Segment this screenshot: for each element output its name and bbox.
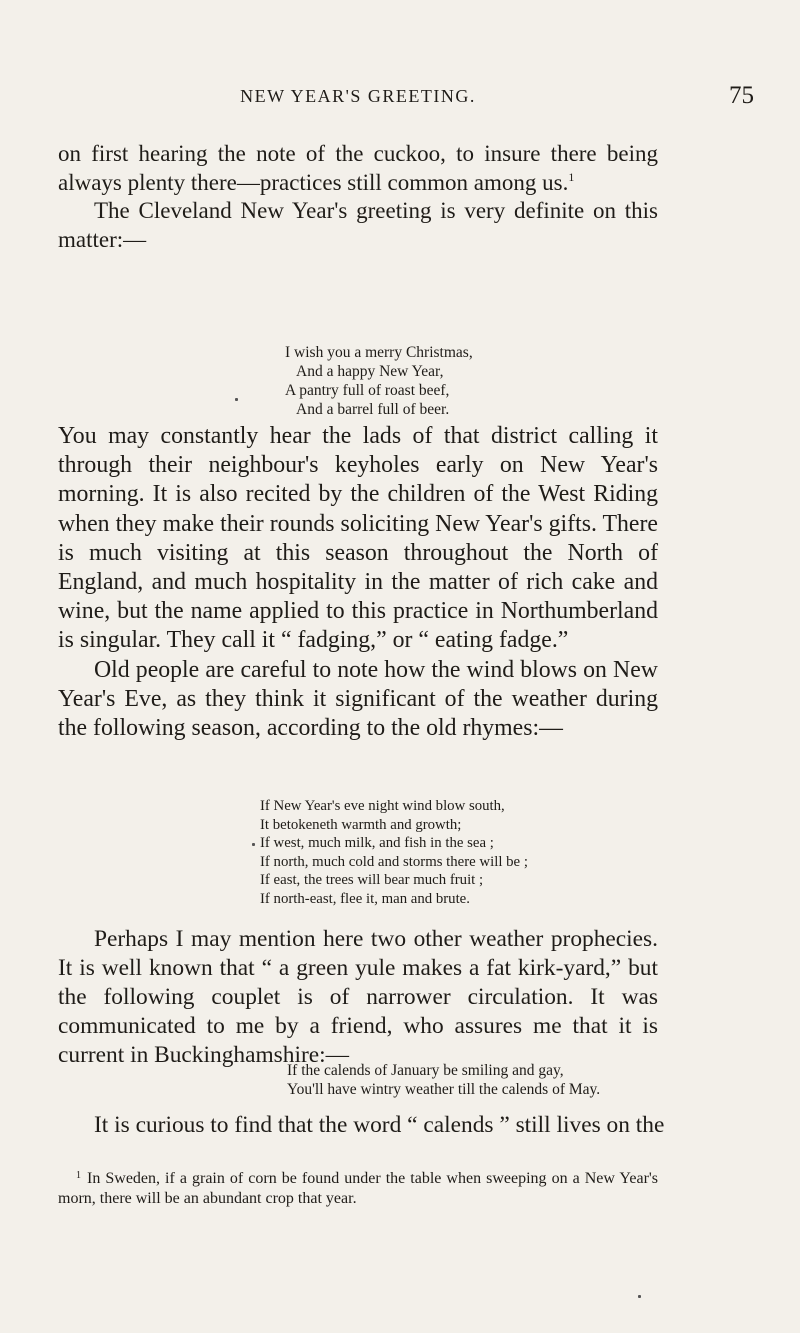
verse-line: And a happy New Year, xyxy=(296,363,444,380)
verse-line: You'll have wintry weather till the calends of May. xyxy=(287,1081,601,1098)
page-number: 75 xyxy=(729,82,754,109)
verse-line: I wish you a merry Christmas, xyxy=(285,344,473,361)
verse-line: If the calends of January be smiling and gay, xyxy=(287,1062,564,1079)
paragraph-5-text: Perhaps I may mention here two other weather prophecies. It is well known that “ a green yule makes a fat kirk-yard,” but the following couplet is of narrower circulation. It was communicated to me by a friend, who assures me that it is current in Buckinghamshire:— xyxy=(58,926,658,1068)
verse-line: If east, the trees will bear much fruit ; xyxy=(260,872,484,888)
running-head xyxy=(58,82,754,116)
print-speck xyxy=(235,398,238,401)
verse-line: If north-east, flee it, man and brute. xyxy=(260,890,470,907)
verse-line: If west, much milk, and fish in the sea ; xyxy=(260,835,494,851)
print-speck xyxy=(252,843,255,846)
verse-line: It betokeneth warmth and growth; xyxy=(260,816,462,833)
footnote xyxy=(58,1166,658,1209)
running-title: NEW YEAR'S GREETING. xyxy=(240,86,476,106)
footnote-reference: 1 xyxy=(568,169,575,184)
paragraph-3-text: You may constantly hear the lads of that district calling it through their neighbour's keyholes early on New Year's morning. It is also recited by the children of the West Riding when they make their rounds soliciting New Year's gifts. There is much visiting at this season throughout the North of England, and much hospitality in the matter of rich cake and wine, but the name applied to this practice in Northumberland is singular. They call it “ fadging,” or “ eating fadge.” xyxy=(58,423,658,654)
verse-line: A pantry full of roast beef, xyxy=(285,382,450,399)
paragraph-prophecies xyxy=(58,925,658,1070)
verse-line: If north, much cold and storms there will be ; xyxy=(260,853,528,870)
verse-cleveland-greeting xyxy=(285,343,473,419)
footnote-mark: 1 xyxy=(76,1170,81,1181)
paragraph-2-text: The Cleveland New Year's greeting is very definite on this matter:— xyxy=(58,198,658,252)
paragraph-opening xyxy=(58,140,658,254)
verse-calends-couplet xyxy=(287,1061,600,1099)
paragraph-4-text: Old people are careful to note how the wind blows on New Year's Eve, as they think it significant of the weather during the following season, according to the old rhymes:— xyxy=(58,656,658,742)
paragraph-1-text: on first hearing the note of the cuckoo, to insure there being always plenty there—practices still common among us. xyxy=(58,141,658,195)
footnote-text: In Sweden, if a grain of corn be found under the table when sweeping on a New Year's morn, there will be an abundant crop that year. xyxy=(58,1170,658,1207)
paragraph-calends xyxy=(58,1111,665,1140)
verse-line: If New Year's eve night wind blow south, xyxy=(260,798,505,814)
paragraph-lads xyxy=(58,422,658,743)
paragraph-6-text: It is curious to find that the word “ calends ” still lives on the xyxy=(94,1112,665,1138)
print-speck xyxy=(638,1295,641,1298)
verse-wind-rhyme xyxy=(260,797,528,908)
verse-line: And a barrel full of beer. xyxy=(296,401,450,418)
